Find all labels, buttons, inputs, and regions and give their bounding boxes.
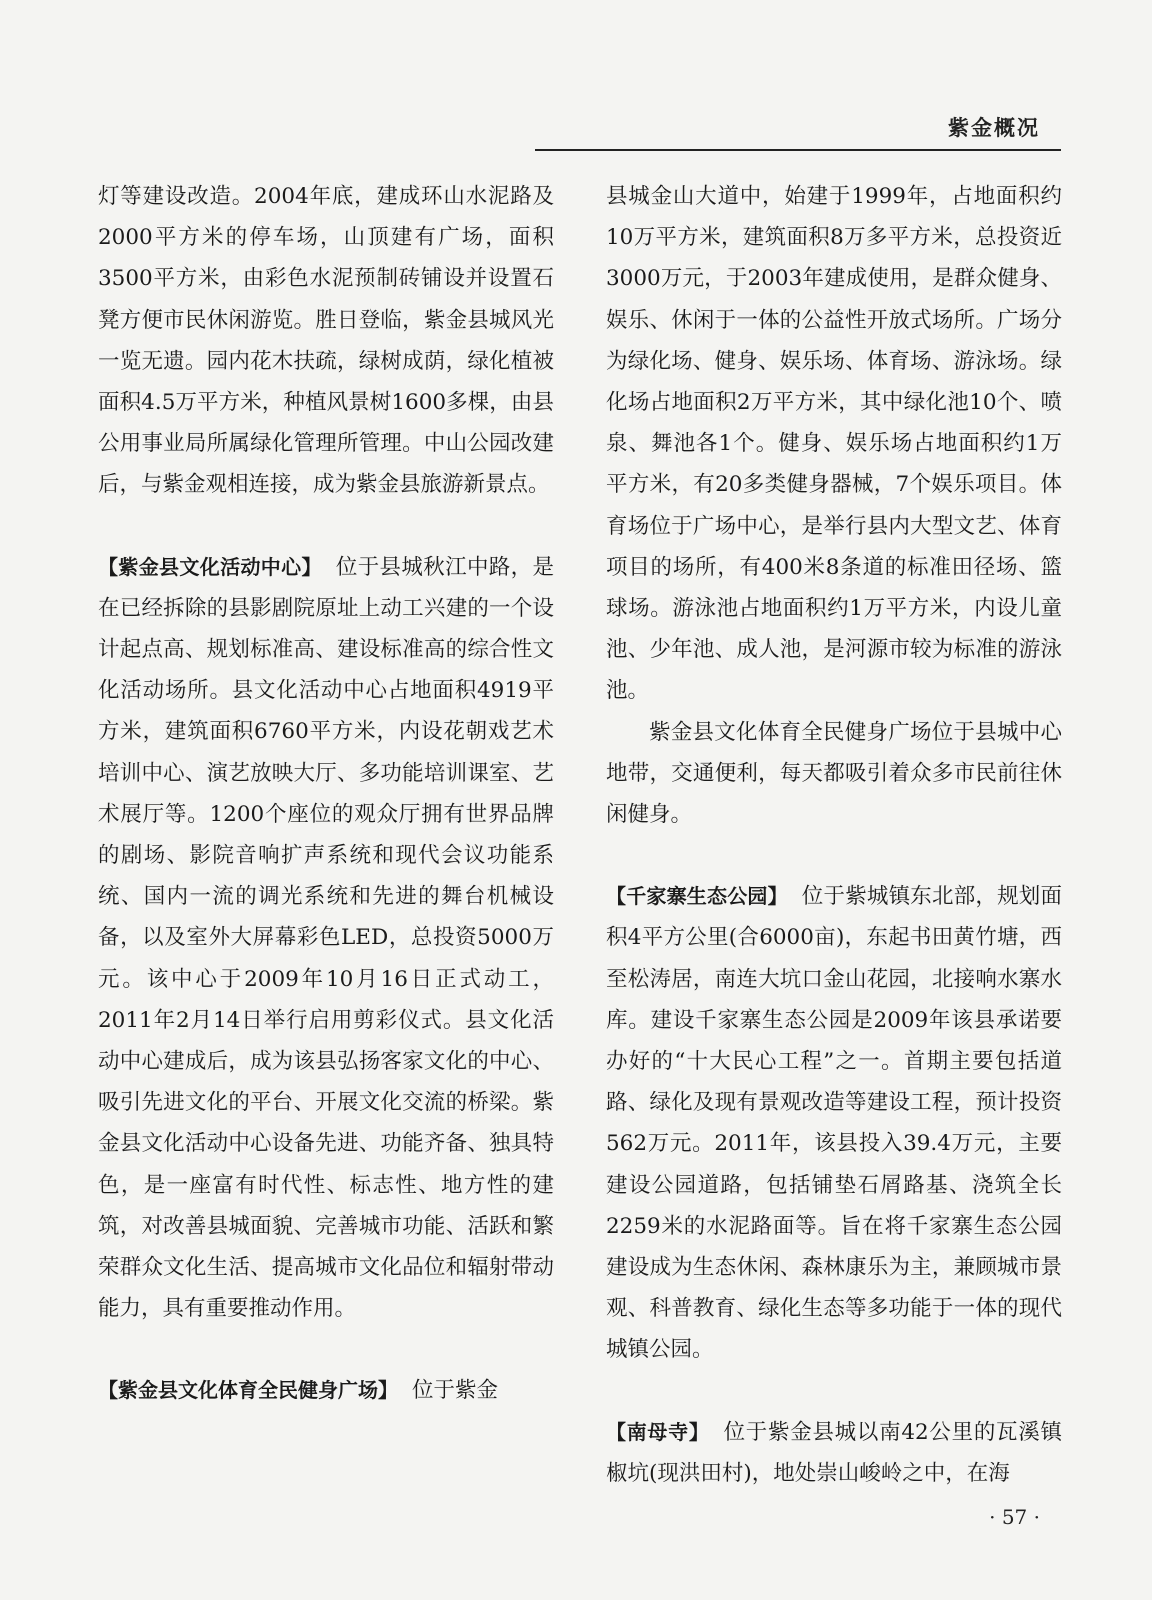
left-column	[98, 176, 554, 1412]
entry-title: 【南母寺】	[606, 1419, 710, 1444]
entry-text: 位于县城秋江中路，是在已经拆除的县影剧院原址上动工兴建的一个设计起点高、规划标准高、建设标准高的综合性文化活动场所。县文化活动中心占地面积4919平方米，建筑面积6760平方米，内设花朝戏艺术培训中心、演艺放映大厅、多功能培训课室、艺术展厅等。1200个座位的观众厅拥有世界品牌的剧场、影院音响扩声系统和现代会议功能系统、国内一流的调光系统和先进的舞台机械设备，以及室外大屏幕彩色LED，总投资5000万元。该中心于2009年10月16日正式动工，2011年2月14日举行启用剪彩仪式。县文化活动中心建成后，成为该县弘扬客家文化的中心、吸引先进文化的平台、开展文化交流的桥梁。紫金县文化活动中心设备先进、功能齐备、独具特色，是一座富有时代性、标志性、地方性的建筑，对改善县城面貌、完善城市功能、活跃和繁荣群众文化生活、提高城市文化品位和辐射带动能力，具有重要推动作用。	[98, 554, 554, 1322]
entry-fitness-square	[98, 1370, 554, 1411]
entry-text: 位于紫金	[412, 1378, 499, 1404]
entry-text: 位于紫城镇东北部，规划面积4平方公里(合6000亩)，东起书田黄竹塘，西至松涛居，南连大坑口金山花园，北接响水寨水库。建设千家寨生态公园是2009年该县承诺要办好的“十大民心工程”之一。首期主要包括道路、绿化及现有景观改造等建设工程，预计投资562万元。2011年，该县投入39.4万元，主要建设公园道路，包括铺垫石屑路基、浇筑全长2259米的水泥路面等。旨在将千家寨生态公园建设成为生态休闲、森林康乐为主，兼顾城市景观、科普教育、绿化生态等多功能于一体的现代城镇公园。	[606, 884, 1062, 1363]
paragraph: 县城金山大道中，始建于1999年，占地面积约10万平方米，建筑面积8万多平方米，总投资近3000万元，于2003年建成使用，是群众健身、娱乐、休闲于一体的公益性开放式场所。广场分为绿化场、健身、娱乐场、体育场、游泳场。绿化场占地面积2万平方米，其中绿化池10个、喷泉、舞池各1个。健身、娱乐场占地面积约1万平方米，有20多类健身器械，7个娱乐项目。体育场位于广场中心，是举行县内大型文艺、体育项目的场所，有400米8条道的标准田径场、篮球场。游泳池占地面积约1万平方米，内设儿童池、少年池、成人池，是河源市较为标准的游泳池。	[606, 184, 1062, 704]
entry-nanmu-temple	[606, 1412, 1062, 1494]
entry-title: 【千家寨生态公园】	[606, 884, 788, 909]
running-header: 紫金概况	[948, 116, 1040, 140]
entry-qianjiazhai-park	[606, 876, 1062, 1370]
header-rule	[535, 149, 1061, 151]
entry-culture-center	[98, 547, 554, 1330]
entry-title: 【紫金县文化体育全民健身广场】	[98, 1378, 398, 1403]
paragraph: 紫金县文化体育全民健身广场位于县城中心地带，交通便利，每天都吸引着众多市民前往休闲健身。	[606, 719, 1062, 828]
right-column	[606, 176, 1062, 1494]
paragraph: 灯等建设改造。2004年底，建成环山水泥路及2000平方米的停车场，山顶建有广场，面积3500平方米，由彩色水泥预制砖铺设并设置石凳方便市民休闲游览。胜日登临，紫金县城风光一览无遗。园内花木扶疏，绿树成荫，绿化植被面积4.5万平方米，种植风景树1600多棵，由县公用事业局所属绿化管理所管理。中山公园改建后，与紫金观相连接，成为紫金县旅游新景点。	[98, 184, 554, 498]
entry-title: 【紫金县文化活动中心】	[98, 554, 322, 579]
page-number: · 57 ·	[989, 1505, 1040, 1529]
entry-text: 位于紫金县城以南42公里的瓦溪镇椒坑(现洪田村)，地处崇山峻岭之中，在海	[606, 1419, 1062, 1486]
